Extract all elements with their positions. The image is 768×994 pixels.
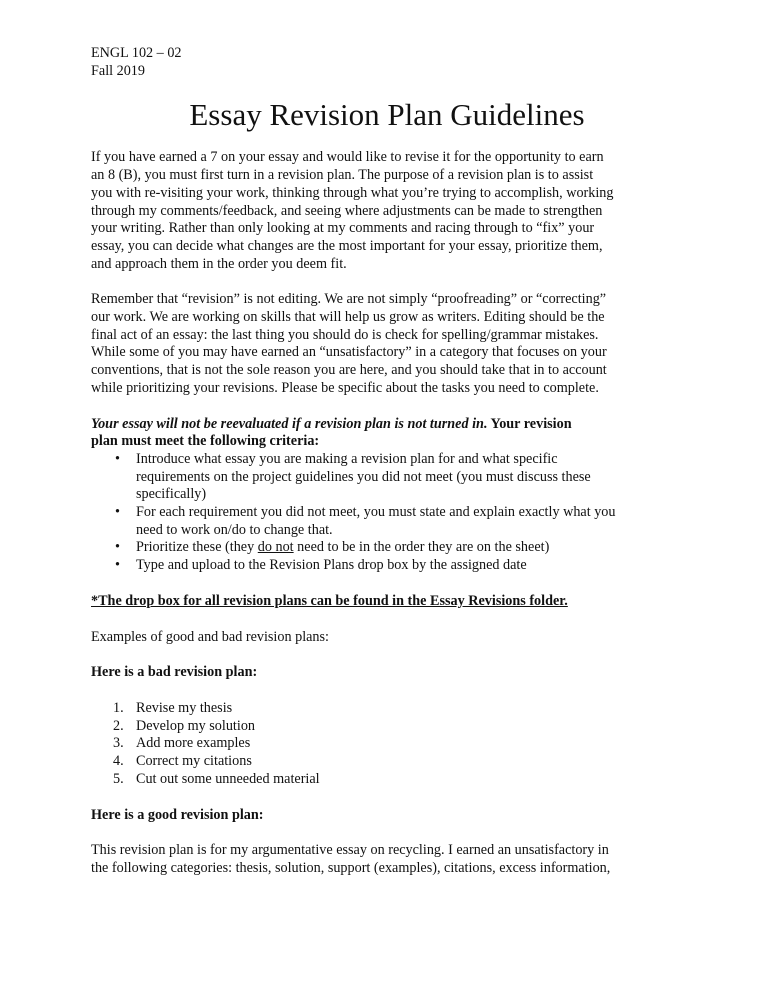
list-number: 5. xyxy=(113,770,124,787)
criteria-heading-line: plan must meet the following criteria: xyxy=(91,433,320,450)
criteria-item-line xyxy=(136,539,683,557)
criteria-heading-rest: Your revision xyxy=(487,415,572,432)
criteria-item xyxy=(91,451,683,504)
prioritize-underlined: do not xyxy=(257,539,294,556)
list-number: 3. xyxy=(113,735,124,752)
text-line: While some of you may have earned an “unsatisfactory” in a category that focuses on your xyxy=(91,344,607,361)
list-item xyxy=(91,735,683,753)
text-line: you with re-visiting your work, thinking through what you’re trying to accomplish, working xyxy=(91,184,614,201)
intro-paragraph xyxy=(91,149,683,273)
course-term: Fall 2019 xyxy=(91,62,145,79)
list-number: 2. xyxy=(113,717,124,734)
list-item-text: Revise my thesis xyxy=(136,699,233,716)
list-item-text: Add more examples xyxy=(136,735,251,752)
text-line: through my comments/feedback, and seeing where adjustments can be made to strengthen xyxy=(91,202,603,219)
bullet-icon: • xyxy=(115,539,120,556)
criteria-emphasis: Your essay will not be reevaluated if a revision plan is not turned in. xyxy=(91,415,488,432)
good-plan-paragraph xyxy=(91,842,683,877)
course-code: ENGL 102 – 02 xyxy=(91,45,182,61)
text-line: conventions, that is not the sole reason you are here, and you should take that in to account xyxy=(91,362,607,379)
text-line: and approach them in the order you deem fit. xyxy=(91,255,347,272)
list-item xyxy=(91,771,683,789)
list-item-text: Develop my solution xyxy=(136,717,256,734)
text-line: final act of an essay: the last thing you should do is check for spelling/grammar mistakes. xyxy=(91,326,599,343)
text-line: while prioritizing your revisions. Please be specific about the tasks you need to complete. xyxy=(91,379,599,396)
bad-plan-list xyxy=(91,700,683,789)
criteria-item-line: requirements on the project guidelines you did not meet (you must discuss these xyxy=(136,468,591,485)
list-item-text: Correct my citations xyxy=(136,753,252,770)
list-number: 4. xyxy=(113,753,124,770)
text-line: your writing. Rather than only looking at my comments and racing through to “fix” your xyxy=(91,220,595,237)
criteria-heading-line xyxy=(91,416,683,434)
criteria-item-line: specifically) xyxy=(136,486,207,503)
criteria-heading xyxy=(91,416,683,451)
text-line: Remember that “revision” is not editing. We are not simply “proofreading” or “correcting” xyxy=(91,291,607,308)
text-line: If you have earned a 7 on your essay and would like to revise it for the opportunity to earn xyxy=(91,149,604,166)
text-line: an 8 (B), you must first turn in a revision plan. The purpose of a revision plan is to assist xyxy=(91,167,594,184)
course-header xyxy=(91,45,683,80)
revision-paragraph xyxy=(91,291,683,397)
criteria-item xyxy=(91,504,683,539)
document-body xyxy=(91,45,683,878)
criteria-item xyxy=(91,539,683,557)
dropbox-note: *The drop box for all revision plans can be found in the Essay Revisions folder. xyxy=(91,592,568,609)
list-item xyxy=(91,718,683,736)
text-line: essay, you can decide what changes are the most important for your essay, prioritize them, xyxy=(91,237,603,254)
text-line: This revision plan is for my argumentative essay on recycling. I earned an unsatisfactory in xyxy=(91,842,609,859)
criteria-item xyxy=(91,557,683,575)
bad-plan-heading: Here is a bad revision plan: xyxy=(91,664,258,681)
text-line: our work. We are working on skills that will help us grow as writers. Editing should be the xyxy=(91,309,605,326)
bullet-icon: • xyxy=(115,450,120,467)
criteria-item-line: For each requirement you did not meet, you must state and explain exactly what you xyxy=(136,504,616,521)
good-plan-heading: Here is a good revision plan: xyxy=(91,806,264,823)
criteria-item-line: Introduce what essay you are making a revision plan for and what specific xyxy=(136,450,558,467)
prioritize-text-before: Prioritize these (they xyxy=(136,539,258,556)
page-title: Essay Revision Plan Guidelines xyxy=(189,97,585,133)
list-item xyxy=(91,753,683,771)
list-item xyxy=(91,700,683,718)
prioritize-text-after: need to be in the order they are on the sheet) xyxy=(293,539,550,556)
criteria-list xyxy=(91,451,683,575)
bullet-icon: • xyxy=(115,504,120,521)
examples-intro: Examples of good and bad revision plans: xyxy=(91,628,329,645)
text-line: the following categories: thesis, solution, support (examples), citations, excess information, xyxy=(91,859,611,876)
criteria-item-line: need to work on/do to change that. xyxy=(136,521,333,538)
list-item-text: Cut out some unneeded material xyxy=(136,770,320,787)
bullet-icon: • xyxy=(115,557,120,574)
list-number: 1. xyxy=(113,699,124,716)
criteria-item-line: Type and upload to the Revision Plans drop box by the assigned date xyxy=(136,557,527,574)
